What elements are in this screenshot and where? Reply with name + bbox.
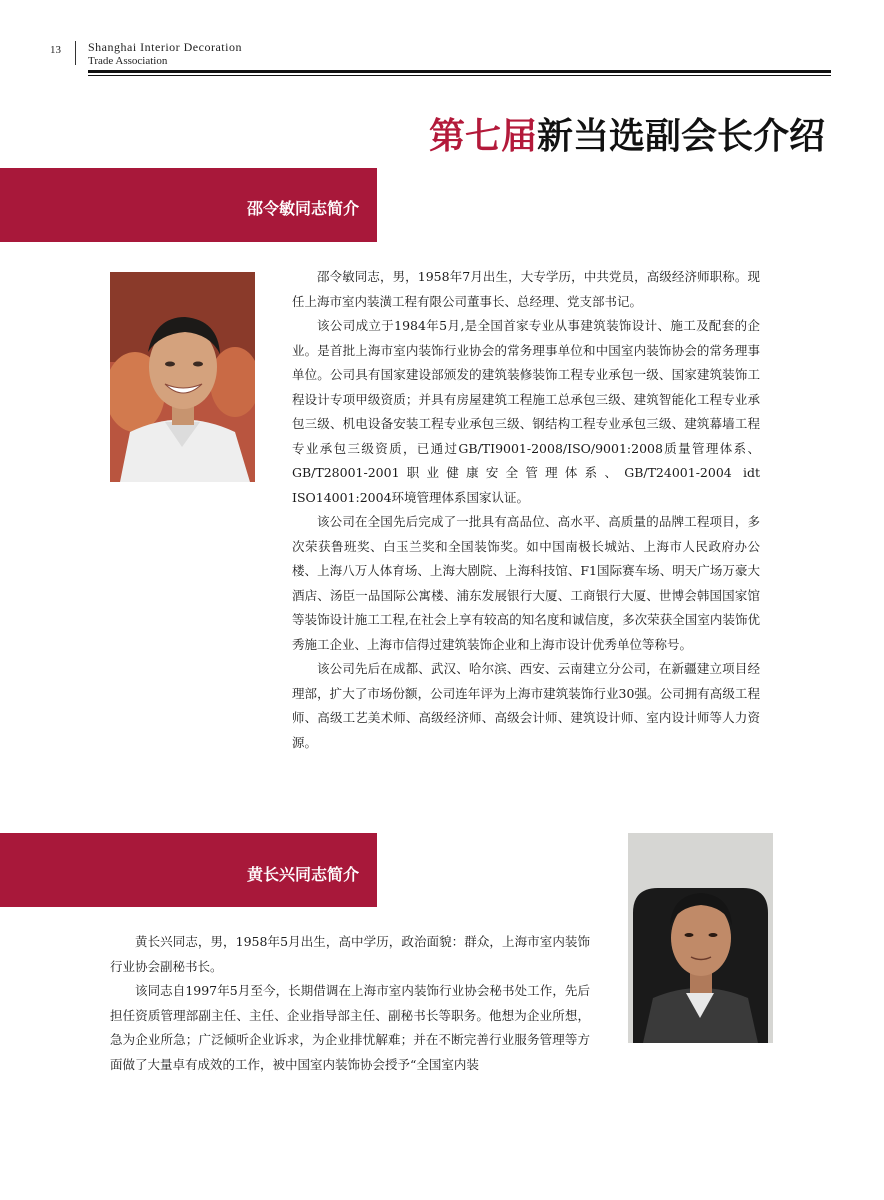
org-name-line1: Shanghai Interior Decoration <box>88 40 242 54</box>
section1-paragraph: 该公司先后在成都、武汉、哈尔滨、西安、云南建立分公司，在新疆建立项目经理部，扩大了市场份额，公司连年评为上海市建筑装饰行业30强。公司拥有高级工程师、高级工艺美术师、高级经济师、高级会计师、建筑设计师、室内设计师等人力资源。 <box>292 661 760 750</box>
section2-paragraph: 该同志自1997年5月至今，长期借调在上海市室内装饰行业协会秘书处工作，先后担任资质管理部副主任、主任、企业指导部主任、副秘书长等职务。他想为企业所想，急为企业所急；广泛倾听企业诉求，为企业排忧解难；并在不断完善行业服务管理等方面做了大量卓有成效的工作，被中国室内装饰协会授予“全国室内装 <box>110 983 590 1072</box>
section2-body <box>110 930 590 1077</box>
portrait-photo-1 <box>110 272 255 482</box>
header-rule-thin <box>88 75 831 76</box>
org-name-line2: Trade Association <box>88 55 168 67</box>
section1-body <box>292 265 760 755</box>
page-title-red: 第七届 <box>428 115 537 157</box>
portrait-2-illustration <box>628 833 773 1043</box>
section2-paragraph: 黄长兴同志，男，1958年5月出生，高中学历，政治面貌：群众，上海市室内装饰行业协会副秘书长。 <box>110 934 590 974</box>
header-rule-thick <box>88 70 831 73</box>
header-divider <box>75 41 76 65</box>
section1-heading: 邵令敏同志简介 <box>246 199 359 218</box>
section1-paragraph: 该公司成立于1984年5月,是全国首家专业从事建筑装饰设计、施工及配套的企业。是首批上海市室内装饰行业协会的常务理事单位和中国室内装饰协会的常务理事单位。公司具有国家建设部颁发的建筑装修装饰工程专业承包一级、国家建筑装饰工程设计专项甲级资质；并具有房屋建筑工程施工总承包三级、建筑智能化工程专业承包三级、机电设备安装工程专业承包三级、钢结构工程专业承包三级、建筑幕墙工程专业承包三级资质，已通过GB/TI9001-2008/ISO/9001:2008质量管理体系、GB/T28001-2001职业健康安全管理体系、GB/T24001-2004 idt ISO14001:2004环境管理体系国家认证。 <box>292 318 760 505</box>
section1-paragraph: 该公司在全国先后完成了一批具有高品位、高水平、高质量的品牌工程项目，多次荣获鲁班奖、白玉兰奖和全国装饰奖。如中国南极长城站、上海市人民政府办公楼、上海八万人体育场、上海大剧院、上海科技馆、F1国际赛车场、明天广场万豪大酒店、汤臣一品国际公寓楼、浦东发展银行大厦、工商银行大厦、世博会韩国国家馆等装饰设计施工工程,在社会上享有较高的知名度和诚信度，多次荣获全国室内装饰优秀施工企业、上海市信得过建筑装饰企业和上海市设计优秀单位等称号。 <box>292 514 760 652</box>
page-title-black: 新当选副会长介绍 <box>536 115 825 157</box>
section2-heading: 黄长兴同志简介 <box>246 865 359 884</box>
section1-banner <box>0 168 377 242</box>
section1-paragraph: 邵令敏同志，男，1958年7月出生，大专学历，中共党员，高级经济师职称。现任上海市室内装潢工程有限公司董事长、总经理、党支部书记。 <box>292 269 760 309</box>
portrait-photo-2 <box>628 833 773 1043</box>
portrait-1-illustration <box>110 272 255 482</box>
section2-banner <box>0 833 377 907</box>
page-number: 13 <box>50 44 61 56</box>
page-title <box>380 108 825 159</box>
